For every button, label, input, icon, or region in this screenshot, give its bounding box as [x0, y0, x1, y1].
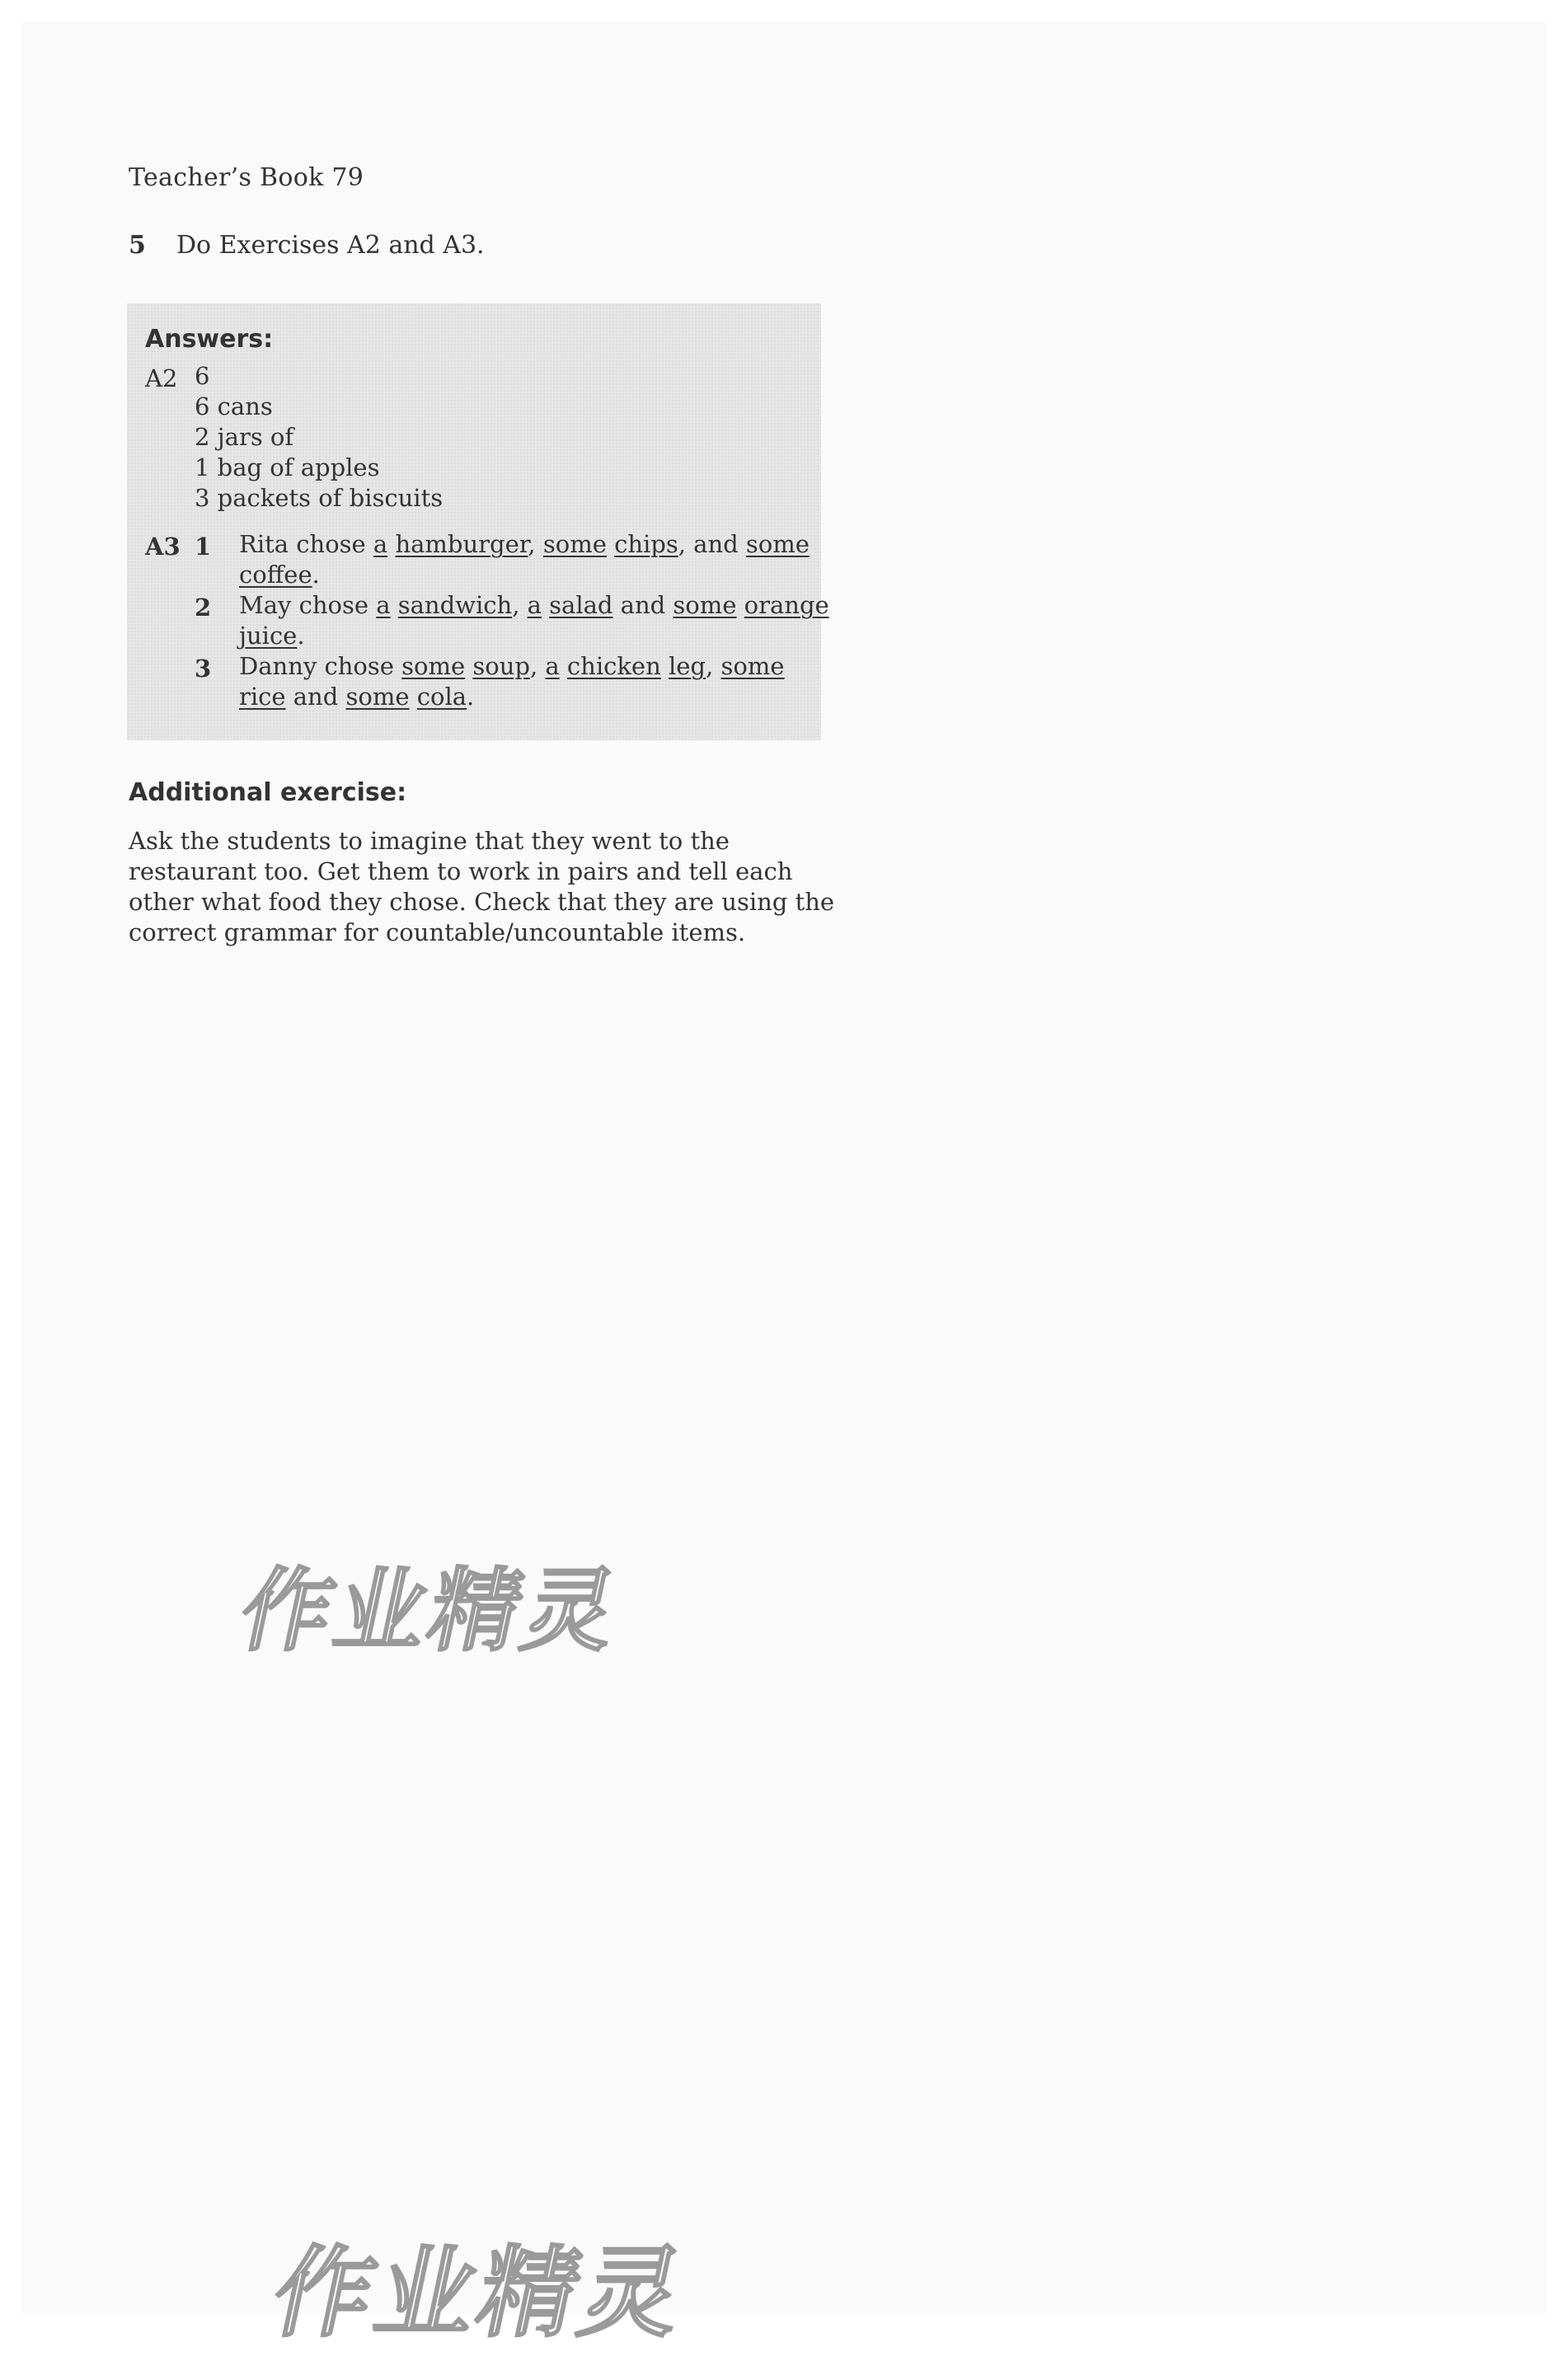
body-line: Ask the students to imagine that they went to the	[129, 827, 730, 855]
a3-item-number: 1	[195, 533, 212, 561]
page-header: Teacher’s Book 79	[129, 163, 364, 192]
a3-label: A3	[145, 533, 181, 561]
a3-item-1-line-1: Rita chose a hamburger, some chips, and some	[239, 530, 810, 558]
a2-item: 2 jars of	[195, 423, 294, 451]
watermark-logo: 作业精灵	[262, 2236, 697, 2351]
a2-item: 6 cans	[195, 392, 273, 420]
a3-item-3-line-1: Danny chose some soup, a chicken leg, some	[239, 652, 785, 680]
a3-item-2-line-2: juice.	[239, 622, 305, 650]
a3-item-number: 3	[195, 655, 212, 683]
page	[21, 21, 1547, 2351]
a3-item-2-line-1: May chose a sandwich, a salad and some orange	[239, 591, 829, 619]
answers-title: Answers:	[145, 325, 274, 354]
body-line: restaurant too. Get them to work in pairs and tell each	[129, 857, 793, 885]
step-instruction	[129, 231, 485, 260]
body-line: correct grammar for countable/uncountable items.	[129, 918, 746, 946]
step-number: 5	[129, 231, 146, 260]
a2-item: 3 packets of biscuits	[195, 484, 444, 512]
a2-label: A2	[145, 364, 178, 392]
a3-item-number: 2	[195, 594, 212, 622]
answers-box	[127, 303, 829, 740]
additional-exercise-body	[129, 826, 838, 948]
a3-item-3-line-2: rice and some cola.	[239, 683, 475, 711]
a3-item-1-line-2: coffee.	[239, 561, 320, 589]
step-text: Do Exercises A2 and A3.	[176, 231, 485, 260]
a2-item: 1 bag of apples	[195, 453, 380, 481]
body-line: other what food they chose. Check that they are using the	[129, 888, 835, 916]
a2-item: 6	[195, 362, 210, 390]
additional-exercise-title: Additional exercise:	[129, 778, 407, 807]
watermark-logo: 作业精灵	[231, 1558, 630, 1664]
